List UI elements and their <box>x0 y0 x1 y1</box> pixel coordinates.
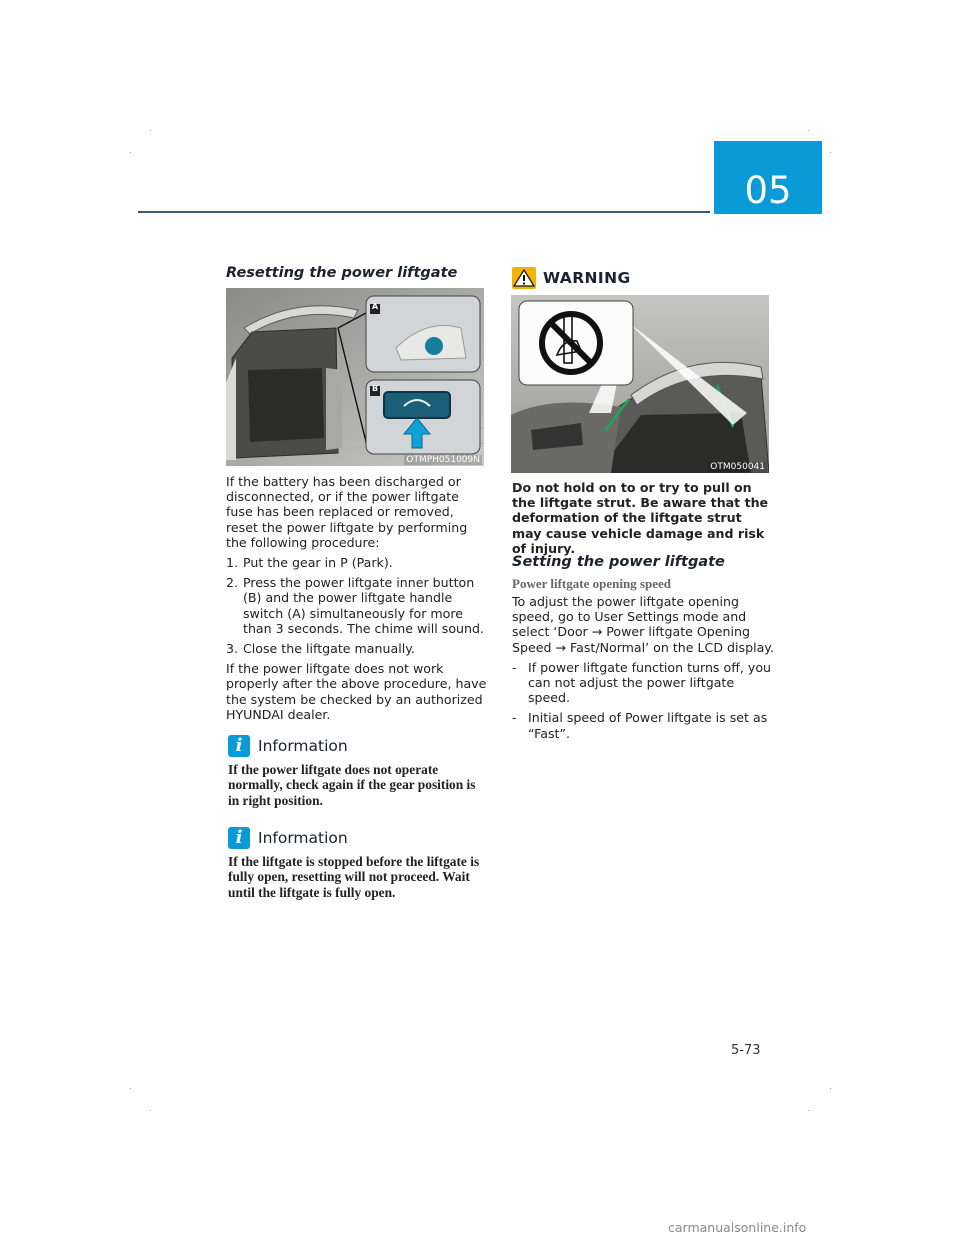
information-title: Information <box>258 737 348 755</box>
information-heading <box>228 735 486 757</box>
section-title-setting: Setting the power liftgate <box>512 554 725 570</box>
trim-mark <box>130 1088 131 1089</box>
information-text: If the liftgate is stopped before the liftgate is fully open, resetting will not proceed. Wait until the liftgate is fully open. <box>228 854 480 900</box>
step-text: Press the power liftgate inner button (B) and the power liftgate handle switch (A) simultaneously for more than 3 seconds. The chime will sound. <box>243 575 484 636</box>
step-text: Close the liftgate manually. <box>243 641 415 657</box>
info-icon: i <box>228 827 250 849</box>
warning-heading <box>512 267 631 289</box>
trim-mark <box>830 152 831 153</box>
step-number: 1. <box>226 555 239 571</box>
bullet-item <box>512 710 774 740</box>
liftgate-reset-figure <box>226 288 484 466</box>
right-body <box>512 594 774 746</box>
page-number: 5-73 <box>731 1043 761 1058</box>
figure-label-b: B <box>371 384 379 393</box>
step-item <box>226 555 488 570</box>
trim-mark <box>150 130 151 131</box>
trim-mark <box>130 152 131 153</box>
trim-mark <box>808 1110 809 1111</box>
warning-title: WARNING <box>543 269 631 287</box>
header-rule <box>138 211 710 213</box>
step-item <box>226 641 488 656</box>
chapter-tab: 05 <box>714 141 822 214</box>
strut-warning-illustration <box>511 295 769 473</box>
trim-mark <box>830 1088 831 1089</box>
trim-mark <box>150 1110 151 1111</box>
bullet-dash: - <box>512 659 517 675</box>
information-title: Information <box>258 829 348 847</box>
figure-code: OTM050041 <box>710 462 765 472</box>
liftgate-strut-figure <box>511 295 769 473</box>
info-icon: i <box>228 735 250 757</box>
information-text: If the power liftgate does not operate normally, check again if the gear position is in right position. <box>228 762 476 808</box>
left-body <box>226 474 488 727</box>
watermark[interactable]: carmanualsonline.info <box>668 1220 807 1235</box>
figure-label-a: A <box>371 302 379 311</box>
information-box-1 <box>228 735 486 808</box>
opening-speed-text: To adjust the power liftgate opening speed, go to User Settings mode and select ‘Door → Power liftgate Opening Speed → Fast/Normal’ on the LCD display. <box>512 594 774 655</box>
step-number: 2. <box>226 575 239 591</box>
warning-triangle-icon <box>512 267 536 289</box>
step-item <box>226 575 488 636</box>
warning-text: Do not hold on to or try to pull on the liftgate strut. Be aware that the deformation of the liftgate strut may cause vehicle damage and risk of injury. <box>512 480 769 556</box>
bullet-item <box>512 660 774 706</box>
figure-code: OTMPH051009N <box>406 455 480 465</box>
step-text: Put the gear in P (Park). <box>243 555 393 571</box>
after-steps-text: If the power liftgate does not work properly after the above procedure, have the system be checked by an authorized HYUNDAI dealer. <box>226 661 487 722</box>
liftgate-illustration <box>226 288 484 466</box>
section-title-resetting: Resetting the power liftgate <box>226 265 458 281</box>
information-heading <box>228 827 486 849</box>
subsection-title-opening-speed: Power liftgate opening speed <box>512 576 671 591</box>
bullet-dash: - <box>512 710 517 726</box>
information-box-2 <box>228 827 486 900</box>
bullet-text: Initial speed of Power liftgate is set as “Fast”. <box>528 710 768 741</box>
bullet-text: If power liftgate function turns off, you can not adjust the power liftgate speed. <box>528 659 772 706</box>
reset-intro: If the battery has been discharged or disconnected, or if the power liftgate fuse has been replaced or removed, reset the power liftgate by performing the following procedure: <box>226 474 468 550</box>
step-number: 3. <box>226 641 239 657</box>
trim-mark <box>808 130 809 131</box>
